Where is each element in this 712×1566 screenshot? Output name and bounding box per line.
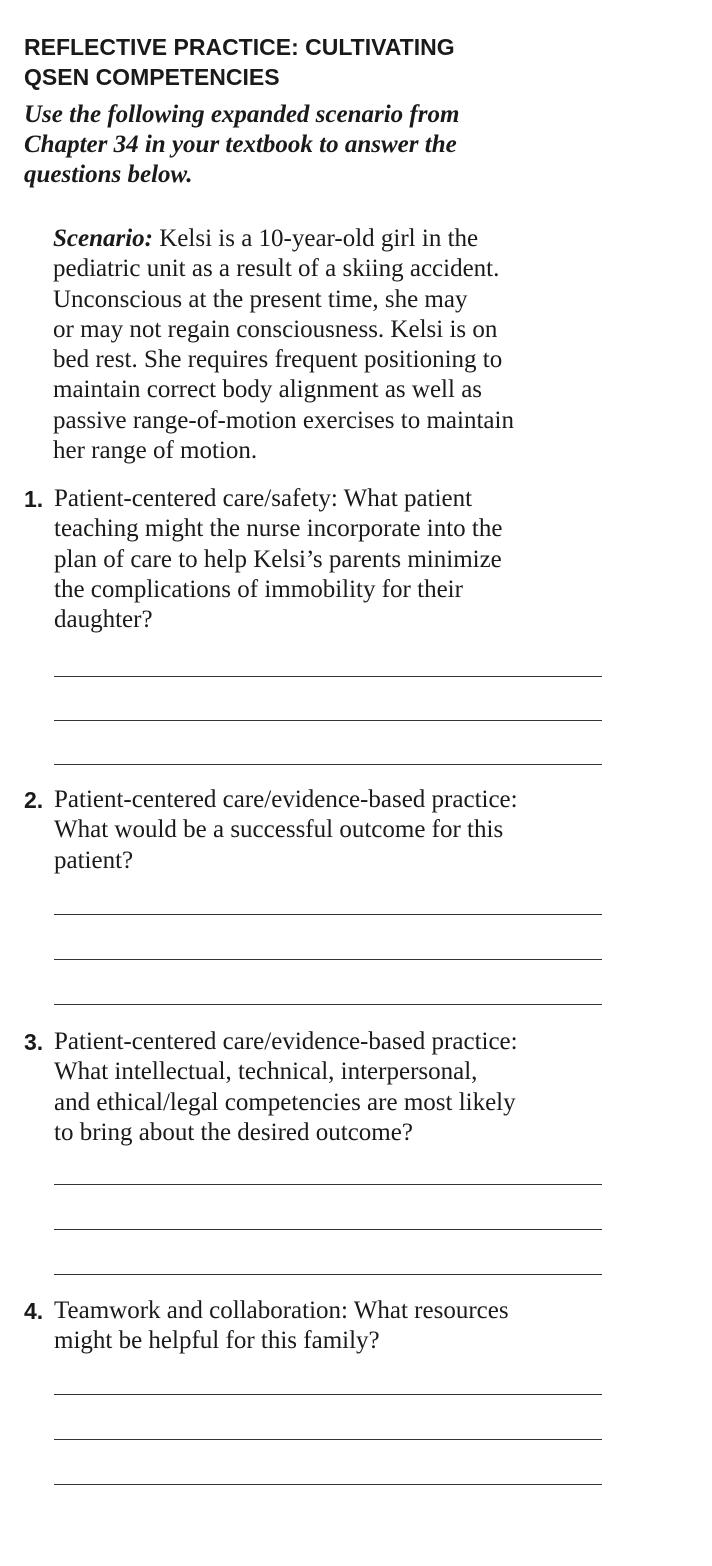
scenario-line-8: her range of motion. bbox=[53, 437, 258, 465]
scenario-line-1 bbox=[53, 224, 673, 254]
answer-line-3c[interactable] bbox=[54, 1274, 602, 1275]
question-text bbox=[54, 1027, 684, 1148]
question-line: Teamwork and collaboration: What resources bbox=[54, 1297, 509, 1324]
question-line: the complications of immobility for their bbox=[54, 575, 463, 603]
question-number: 4. bbox=[24, 1298, 44, 1324]
scenario-line-5: bed rest. She requires frequent positioning to bbox=[53, 346, 503, 374]
question-line: might be helpful for this family? bbox=[54, 1327, 380, 1355]
scenario-line-2: pediatric unit as a result of a skiing accident. bbox=[53, 255, 500, 283]
instructions-line-2: Chapter 34 in your textbook to answer the bbox=[24, 131, 457, 158]
answer-line-2a[interactable] bbox=[54, 914, 602, 915]
question-line: Patient-centered care/evidence-based practice: bbox=[54, 786, 518, 813]
answer-line-4b[interactable] bbox=[54, 1439, 602, 1440]
answer-line-2c[interactable] bbox=[54, 1004, 602, 1005]
question-line: What intellectual, technical, interpersonal, bbox=[54, 1058, 478, 1086]
answer-line-1a[interactable] bbox=[54, 676, 602, 677]
question-line: Patient-centered care/safety: What patient bbox=[54, 485, 473, 512]
question-line: patient? bbox=[54, 846, 134, 874]
question-number: 2. bbox=[24, 787, 44, 813]
answer-line-3b[interactable] bbox=[54, 1229, 602, 1230]
question-line: plan of care to help Kelsi’s parents minimize bbox=[54, 545, 502, 573]
scenario-line-6: maintain correct body alignment as well as bbox=[53, 376, 483, 404]
scenario-line-4: or may not regain consciousness. Kelsi is on bbox=[53, 315, 498, 343]
scenario-line-3: Unconscious at the present time, she may bbox=[53, 285, 468, 313]
answer-line-3a[interactable] bbox=[54, 1184, 602, 1185]
question-text bbox=[54, 1296, 684, 1357]
question-line: What would be a successful outcome for this bbox=[54, 816, 504, 844]
question-line: Patient-centered care/evidence-based practice: bbox=[54, 1028, 518, 1055]
scenario-label: Scenario: bbox=[53, 225, 153, 252]
scenario-block bbox=[53, 224, 673, 466]
question-text bbox=[54, 484, 684, 635]
question-line: teaching might the nurse incorporate into the bbox=[54, 515, 503, 543]
section-heading bbox=[24, 32, 664, 92]
answer-line-1c[interactable] bbox=[54, 764, 602, 765]
question-line: and ethical/legal competencies are most likely bbox=[54, 1088, 516, 1116]
answer-line-2b[interactable] bbox=[54, 959, 602, 960]
instructions-line-1: Use the following expanded scenario from bbox=[24, 101, 460, 128]
question-text bbox=[54, 785, 684, 876]
scenario-line-7: passive range-of-motion exercises to maintain bbox=[53, 406, 514, 434]
instructions bbox=[24, 100, 664, 190]
answer-line-4c[interactable] bbox=[54, 1484, 602, 1485]
heading-line-1: REFLECTIVE PRACTICE: CULTIVATING bbox=[24, 34, 455, 60]
heading-line-2: QSEN COMPETENCIES bbox=[24, 64, 280, 90]
question-line: daughter? bbox=[54, 606, 153, 634]
scenario-first-line-text: Kelsi is a 10-year-old girl in the bbox=[153, 225, 479, 252]
instructions-line-3: questions below. bbox=[24, 161, 193, 188]
answer-line-1b[interactable] bbox=[54, 720, 602, 721]
question-number: 3. bbox=[24, 1029, 44, 1055]
question-line: to bring about the desired outcome? bbox=[54, 1118, 413, 1146]
answer-line-4a[interactable] bbox=[54, 1394, 602, 1395]
question-number: 1. bbox=[24, 486, 44, 512]
